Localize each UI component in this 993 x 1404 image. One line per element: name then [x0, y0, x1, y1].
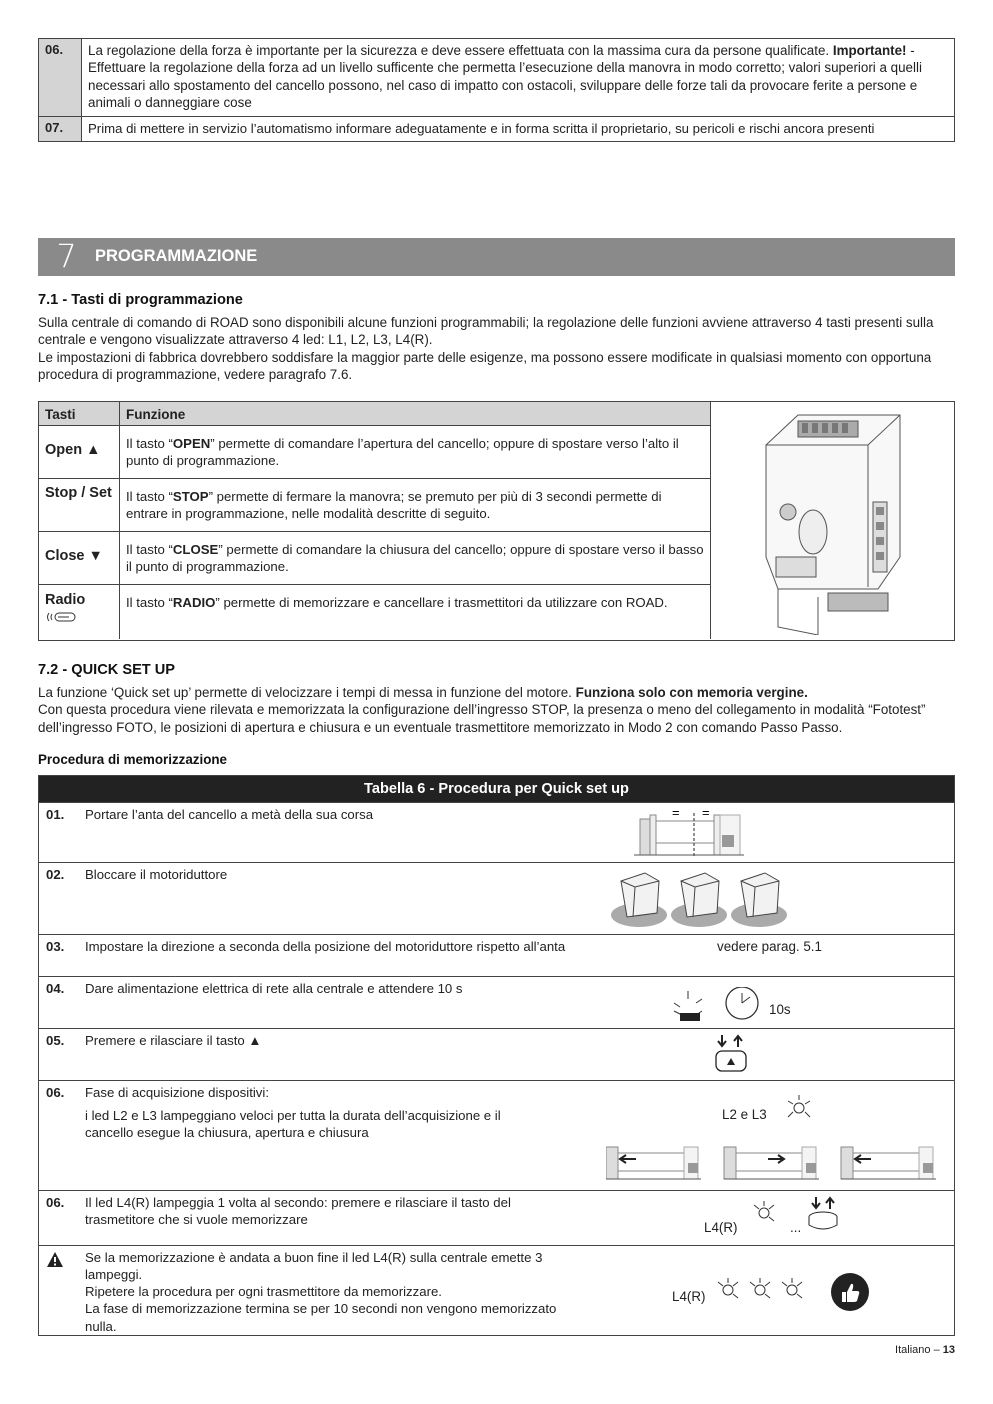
- row-number: 06.: [39, 39, 82, 117]
- safety-table: [38, 38, 955, 142]
- table-row: [39, 585, 710, 639]
- radio-icon: [45, 610, 77, 624]
- table-row: [39, 1028, 954, 1080]
- table-row: [39, 116, 955, 141]
- step-text: Bloccare il motoriduttore: [85, 867, 228, 882]
- table-row: [39, 1245, 954, 1335]
- table-row: [39, 426, 710, 479]
- heading-7-1: 7.1 - Tasti di programmazione: [38, 292, 243, 308]
- key-radio: Radio: [39, 585, 120, 639]
- power-on-illustration: [594, 977, 954, 1028]
- step-number: 03.: [46, 939, 65, 954]
- page-footer: Italiano – 13: [895, 1344, 955, 1356]
- step-text: Dare alimentazione elettrica di rete alla centrale e attendere 10 s: [85, 981, 463, 996]
- row-number: 07.: [39, 116, 82, 141]
- table-row: [39, 934, 954, 976]
- section-header: [38, 238, 955, 276]
- transmitter-memorize-illustration: [594, 1191, 954, 1245]
- keys-table: [38, 401, 955, 641]
- led-label: L4(R): [704, 1220, 738, 1235]
- ellipsis: ...: [790, 1220, 802, 1235]
- step-text: Portare l’anta del cancello a metà della sua corsa: [85, 807, 374, 822]
- key-close: Close ▼: [39, 532, 120, 584]
- section-number: 7: [56, 237, 77, 276]
- svg-text:=: =: [702, 805, 710, 820]
- heading-7-2: 7.2 - QUICK SET UP: [38, 662, 176, 678]
- on-badge: ON: [681, 1007, 692, 1014]
- thumbs-up-icon: [830, 1272, 870, 1312]
- row-text: Prima di mettere in servizio l’automatismo informare adeguatamente e in forma scritta il proprietario, su pericoli e rischi ancora presenti: [82, 116, 955, 141]
- control-unit-illustration: [710, 402, 954, 639]
- key-stop-set: Stop / Set: [39, 479, 120, 531]
- step-text: Fase di acquisizione dispositivi: i led L2 e L3 lampeggiano veloci per tutta la durata dell’acquisizione e il cancello esegue la chiusura, apertura e chiusura: [85, 1085, 501, 1141]
- header-keys: Tasti: [39, 402, 120, 425]
- memorization-success-illustration: [594, 1246, 954, 1335]
- step-number: 04.: [46, 981, 65, 996]
- table-row: [39, 39, 955, 117]
- device-acquisition-illustration: [594, 1081, 954, 1190]
- subheading: Procedura di memorizzazione: [38, 752, 228, 767]
- table-header: [39, 402, 710, 426]
- table-row: [39, 976, 954, 1028]
- key-function: Il tasto “OPEN” permette di comandare l’apertura del cancello; oppure di spostare verso l’alto il punto di programmazione.: [126, 436, 679, 469]
- table-row: [39, 802, 954, 862]
- section-title: PROGRAMMAZIONE: [95, 247, 258, 266]
- paragraph: La funzione ‘Quick set up’ permette di velocizzare i tempi di messa in funzione del motore. Funziona solo con memoria vergine. Con questa procedura viene rilevata e memorizzata la configurazione dell’ingresso STOP, la presenza o meno del collegamento in modalità “Fototest” dell’ingresso FOTO, le posizioni di apertura e chiusura e un eventuale trasmettitore memorizzato in Modo 2 con comando Passo Passo.: [38, 685, 926, 735]
- step-text: Premere e rilasciare il tasto ▲: [85, 1033, 262, 1048]
- step-number: 05.: [46, 1033, 65, 1048]
- svg-text:=: =: [672, 805, 680, 820]
- key-function: Il tasto “RADIO” permette di memorizzare e cancellare i trasmettitori da utilizzare con ROAD.: [126, 595, 668, 610]
- step-text: Il led L4(R) lampeggia 1 volta al secondo: premere e rilasciare il tasto del trasmetitore che si vuole memorizzare: [85, 1195, 511, 1228]
- led-label: L4(R): [672, 1289, 706, 1304]
- step-number: 06.: [46, 1085, 65, 1100]
- table-row: [39, 532, 710, 585]
- table-row: [39, 479, 710, 532]
- table-row: [39, 862, 954, 934]
- step-number: 01.: [46, 807, 65, 822]
- reference-note: vedere parag. 5.1: [717, 939, 822, 954]
- warning-icon: [39, 1246, 83, 1335]
- gate-halfway-illustration: [594, 803, 954, 862]
- table-title: Tabella 6 - Procedura per Quick set up: [39, 776, 954, 802]
- step-number: 02.: [46, 867, 65, 882]
- paragraph: Sulla centrale di comando di ROAD sono disponibili alcune funzioni programmabili; la regolazione delle funzioni avviene attraverso 4 tasti presenti sulla centrale e vengono visualizzate attraverso 4 led: L1, L2, L3, L4(R). Le impostazioni di fabbrica dovrebbero soddisfare la maggior parte delle esigenze, ma possono essere modificate in qualsiasi momento con opportuna procedura di programmazione, vedere paragrafo 7.6.: [38, 315, 934, 383]
- key-open: Open ▲: [39, 426, 120, 478]
- table-row: [39, 1190, 954, 1245]
- gearmotor-release-illustration: [594, 863, 954, 934]
- table-row: [39, 1080, 954, 1190]
- led-label: L2 e L3: [722, 1107, 767, 1122]
- timer-label: 10s: [769, 1002, 791, 1017]
- step-text: Se la memorizzazione è andata a buon fine il led L4(R) sulla centrale emette 3 lampeggi. Ripetere la procedura per ogni trasmettitore da memorizzare. La fase di memorizzazione termina se per 10 secondi non vengono memorizzato nulla.: [85, 1250, 557, 1334]
- key-function: Il tasto “STOP” permette di fermare la manovra; se premuto per più di 3 secondi permette di entrare in programmazione, nelle modalità descritte di seguito.: [126, 489, 662, 522]
- step-text: Impostare la direzione a seconda della posizione del motoriduttore rispetto all’anta: [85, 939, 566, 954]
- press-open-key-illustration: [594, 1029, 954, 1080]
- key-function: Il tasto “CLOSE” permette di comandare la chiusura del cancello; oppure di spostare verso il basso il punto di programmazione.: [126, 542, 704, 575]
- step-number: 06.: [46, 1195, 65, 1210]
- header-function: Funzione: [126, 407, 186, 422]
- row-text: La regolazione della forza è importante per la sicurezza e deve essere effettuata con la massima cura da persone qualificate. Importante! - Effettuare la regolazione della forza ad un livello sufficente che permetta l’esecuzione della manovra in modo corretto; valori superiori a quelli necessari allo spostamento del cancello possono, nel caso di impatto con ostacoli, sviluppare delle forze tali da provocare ferite a persone e animali o danneggiare cose: [82, 39, 955, 117]
- procedure-table: [38, 775, 955, 1336]
